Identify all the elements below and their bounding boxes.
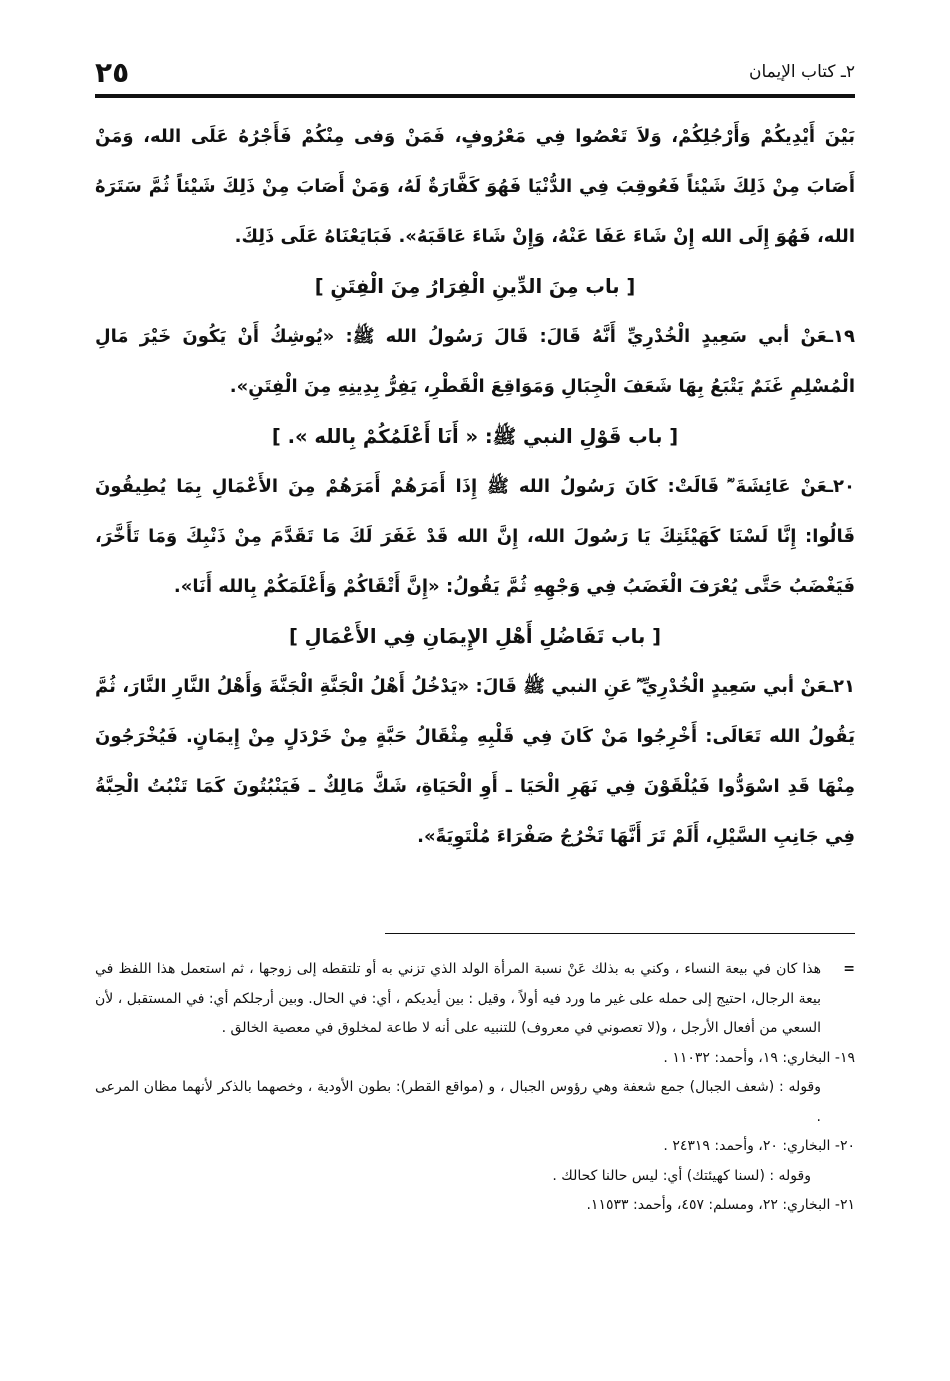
hadith-text: عَنْ أبي سَعِيدٍ الْخُدْرِيِّ أَنَّهُ قَالَ: قَالَ رَسُولُ الله ﷺ: «يُوشِكُ أَنْ يَكُونَ خَيْرَ مَالِ الْمُسْلِمِ غَنَمٌ يَتْبَعُ بِهَا شَعَفَ الْجِبَالِ وَمَوَاقِعَ الْقَطْرِ، يَفِرُّ بِدِينِهِ مِنَ الْفِتَنِ». xyxy=(95,326,855,397)
hadith-19 xyxy=(95,312,855,412)
chapter-heading-19: [ باب مِنَ الدِّينِ الْفِرَارُ مِنَ الْفِتَنِ ] xyxy=(314,275,636,298)
footnote-note-19: وقوله : (شعف الجبال) جمع شعفة وهي رؤوس الجبال ، و (مواقع القطر): بطون الأودية ، وخصهما بالذكر لأنهما مظان المرعى . xyxy=(95,1079,821,1125)
hadith-number: ٢١ـ xyxy=(826,676,855,697)
footnote-ref-21: ٢١- البخاري: ٢٢، ومسلم: ٤٥٧، وأحمد: ١١٥٣٣. xyxy=(586,1197,855,1213)
header-divider xyxy=(95,94,855,98)
footnote-ref-19: ١٩- البخاري: ١٩، وأحمد: ١١٠٣٢ . xyxy=(663,1049,855,1066)
footnotes xyxy=(95,955,855,1221)
page-number: ٢٥ xyxy=(95,55,130,89)
footnote-note-20: وقوله : (لسنا كهيئتك) أي: ليس حالنا كحالك . xyxy=(552,1167,811,1184)
hadith-21 xyxy=(95,662,855,862)
hadith-text: عَنْ أبي سَعِيدٍ الْخُدْرِيِّ ؓ عَنِ النبي ﷺ قَالَ: «يَدْخُلُ أَهْلُ الْجَنَّةِ الْجَنَّةَ وَأَهْلُ النَّارِ النَّارَ، ثُمَّ يَقُولُ الله تَعَالَى: أَخْرِجُوا مَنْ كَانَ فِي قَلْبِهِ مِثْقَالُ حَبَّةٍ مِنْ خَرْدَلٍ مِنْ إِيمَانٍ. فَيُخْرَجُونَ مِنْهَا قَدِ اسْوَدُّوا فَيُلْقَوْنَ فِي نَهَرِ الْحَيَا ـ أَوِ الْحَيَاةِ، شَكَّ مَالِكٌ ـ فَيَنْبُتُونَ كَمَا تَنْبُتُ الْحِبَّةُ فِي جَانِبِ السَّيْلِ، أَلَمْ تَرَ أَنَّهَا تَخْرُجُ صَفْرَاءَ مُلْتَوِيَةً». xyxy=(95,676,855,847)
footnote-continuation xyxy=(95,955,855,1044)
hadith-number: ١٩ـ xyxy=(826,326,855,347)
continuation-mark: = xyxy=(843,961,855,977)
main-text xyxy=(95,112,855,862)
footnote-continuation-text: هذا كان في بيعة النساء ، وكني به بذلك عَنْ نسبة المرأة الولد الذي تزني به أو تلتقطه إلى زوجها ، ثم استعمل هذا اللفظ في بيعة الرجال، احتيج إلى حمله على غير ما ورد فيه أولاً ، وقيل : بين أيديكم ، أي: في الحال. وبين أرجلكم أي: في المستقبل ، لأن السعي من أفعال الأرجل ، و(لا تعصوني في معروف) للتنبيه على أنه لا طاعة لمخلوق في معصية الخالق . xyxy=(95,961,821,1036)
hadith-text: عَنْ عَائِشَةَ ؓ قَالَتْ: كَانَ رَسُولُ الله ﷺ إِذَا أَمَرَهُمْ أَمَرَهُمْ مِنَ الأَعْمَالِ بِمَا يُطِيقُونَ قَالُوا: إِنَّا لَسْنَا كَهَيْئَتِكَ يَا رَسُولَ الله، إِنَّ الله قَدْ غَفَرَ لَكَ مَا تَقَدَّمَ مِنْ ذَنْبِكَ وَمَا تَأَخَّرَ، فَيَغْضَبُ حَتَّى يُعْرَفَ الْغَضَبُ فِي وَجْهِهِ ثُمَّ يَقُولُ: «إِنَّ أَتْقَاكُمْ وَأَعْلَمَكُمْ بِالله أَنَا». xyxy=(95,476,855,597)
footnote-ref-20: ٢٠- البخاري: ٢٠، وأحمد: ٢٤٣١٩ . xyxy=(663,1138,855,1154)
hadith-number: ٢٠ـ xyxy=(826,476,855,497)
running-title: ٢ـ كتاب الإيمان xyxy=(749,62,855,82)
chapter-heading-21: [ باب تَفَاضُلِ أَهْلِ الإِيمَانِ فِي الأَعْمَالِ ] xyxy=(288,625,662,648)
footnote-divider xyxy=(385,933,855,934)
continuation-paragraph: بَيْنَ أَيْدِيكُمْ وَأَرْجُلِكُمْ، وَلاَ تَعْصُوا فِي مَعْرُوفٍ، فَمَنْ وَفى مِنْكُمْ فَأَجْرُهُ عَلَى الله، وَمَنْ أَصَابَ مِنْ ذَلِكَ شَيْئاً فَعُوقِبَ فِي الدُّنْيَا فَهُوَ كَفَّارَةٌ لَهُ، وَمَنْ أَصَابَ مِنْ ذَلِكَ شَيْئاً ثُمَّ سَتَرَهُ الله، فَهُوَ إِلَى الله إِنْ شَاءَ عَفَا عَنْهُ، وَإِنْ شَاءَ عَاقَبَهُ». فَبَايَعْنَاهُ عَلَى ذَلِكَ. xyxy=(95,126,855,247)
chapter-heading-20: [ باب قَوْلِ النبي ﷺ: « أَنَا أَعْلَمُكُمْ بِالله ». ] xyxy=(271,425,679,448)
hadith-20 xyxy=(95,462,855,612)
page-header xyxy=(95,52,855,92)
